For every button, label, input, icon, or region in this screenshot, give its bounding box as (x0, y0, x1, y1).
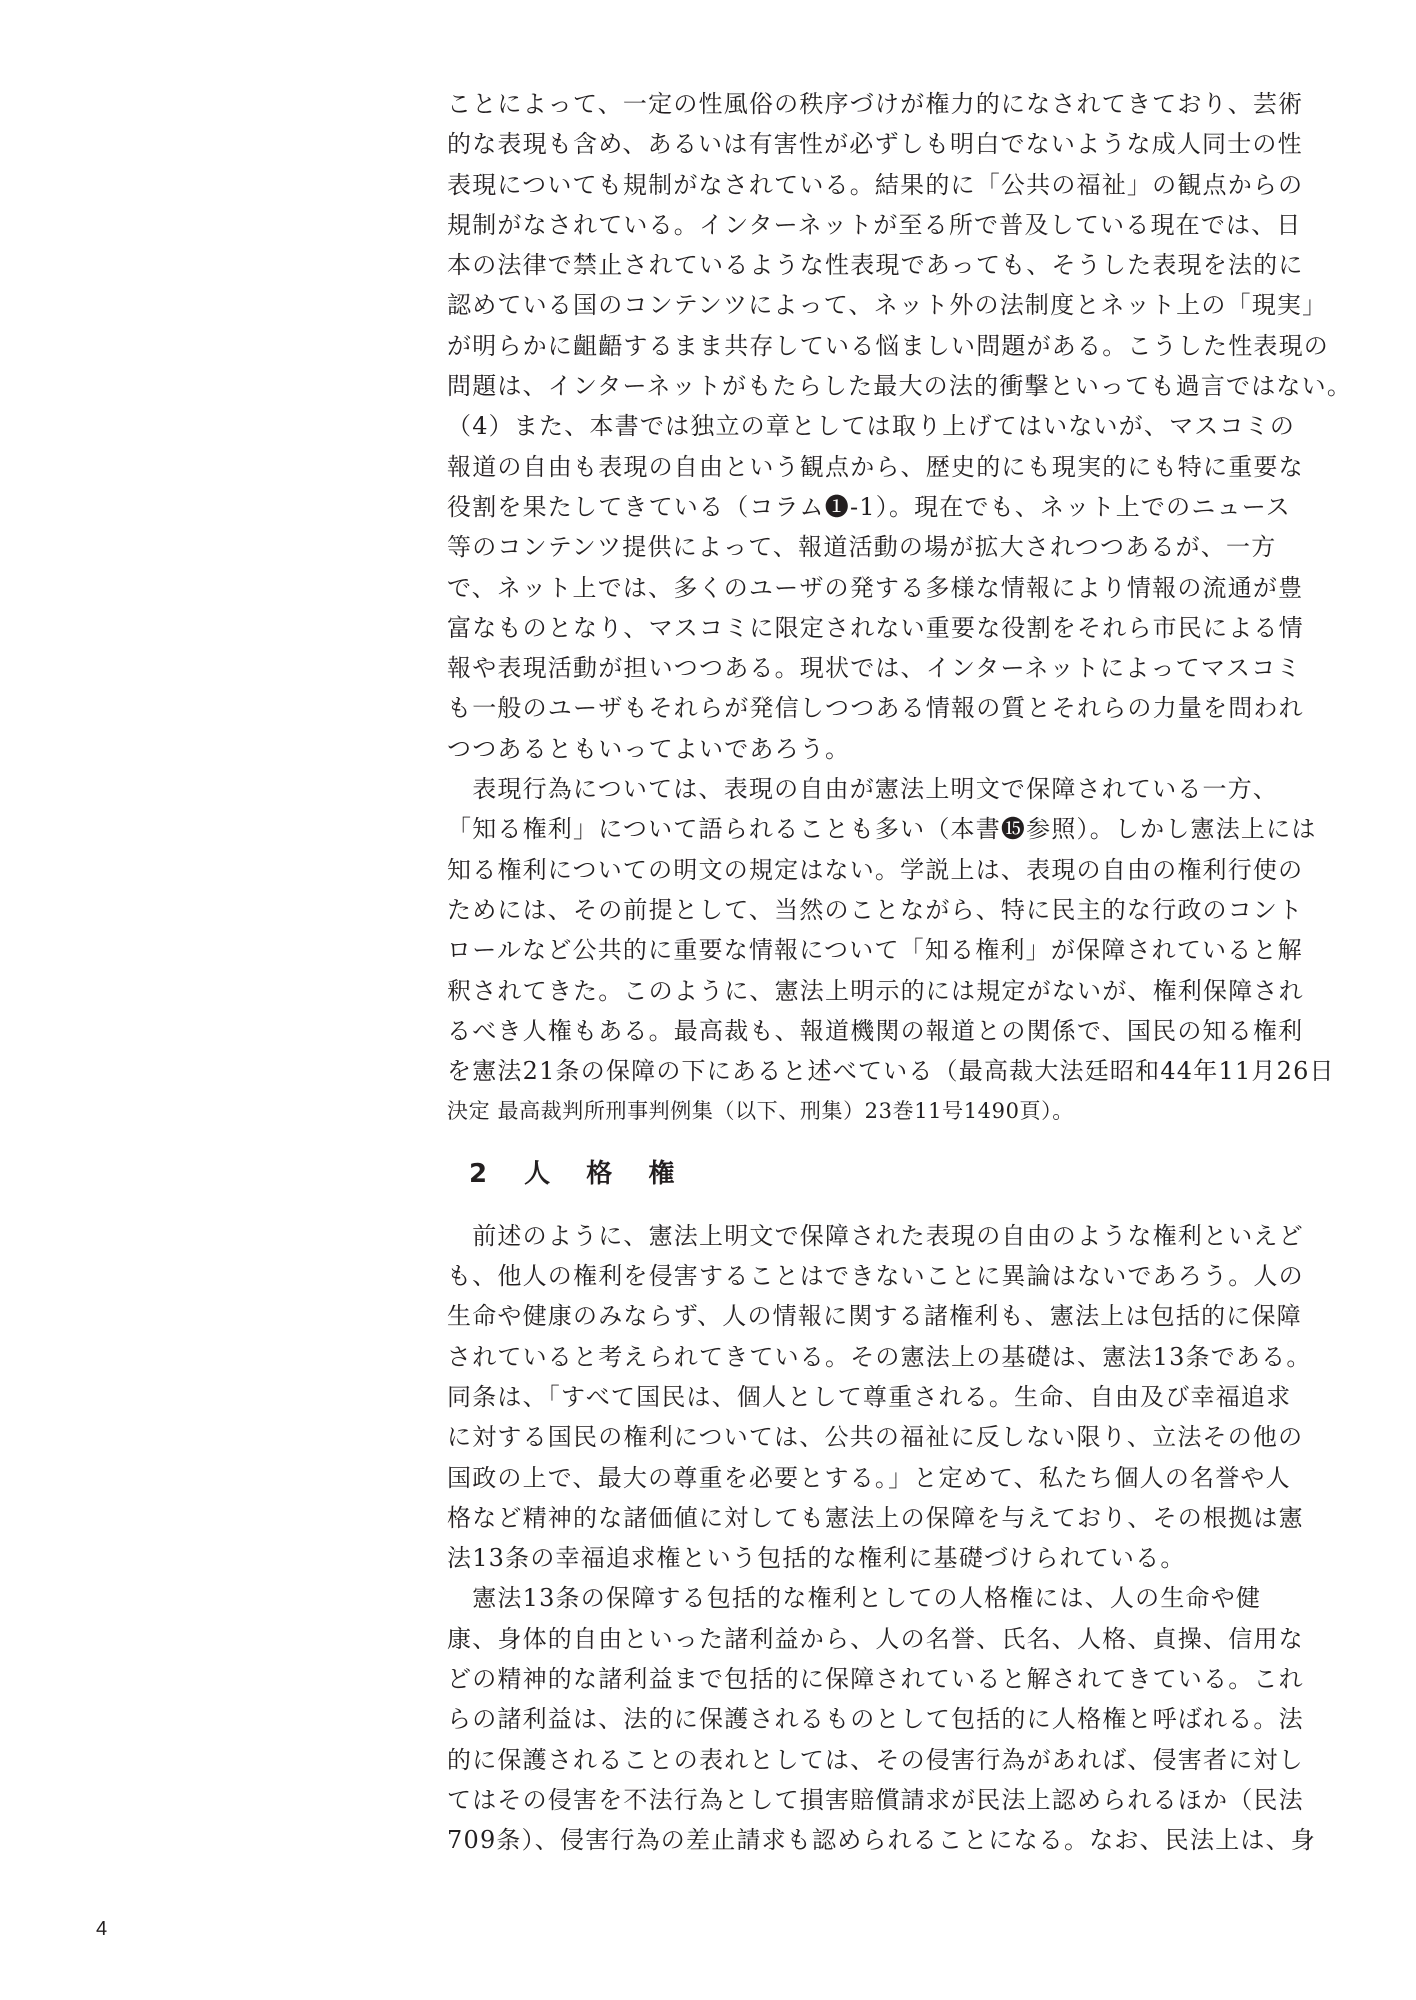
text-line: 的な表現も含め、あるいは有害性が必ずしも明白でないような成人同士の性 (447, 130, 1303, 159)
page-number: 4 (96, 1918, 108, 1940)
text-line: 等のコンテンツ提供によって、報道活動の場が拡大されつつあるが、一方 (447, 533, 1277, 562)
text-line: に対する国民の権利については、公共の福祉に反しない限り、立法その他の (447, 1423, 1304, 1452)
text-line: 知る権利についての明文の規定はない。学説上は、表現の自由の権利行使の (447, 855, 1304, 884)
text-line: 表現行為については、表現の自由が憲法上明文で保障されている一方、 (447, 775, 1279, 804)
text-line: るべき人権もある。最高裁も、報道機関の報道との関係で、国民の知る権利 (447, 1016, 1304, 1045)
text-line: 生命や健康のみならず、人の情報に関する諸権利も、憲法上は包括的に保障 (447, 1302, 1302, 1331)
text-line: で、ネット上では、多くのユーザの発する多様な情報により情報の流通が豊 (447, 573, 1304, 602)
text-line: 同条は、「すべて国民は、個人として尊重される。生命、自由及び幸福追求 (447, 1382, 1292, 1411)
text-line: 富なものとなり、マスコミに限定されない重要な役割をそれら市民による情 (447, 613, 1304, 642)
text-line: 報や表現活動が担いつつある。現状では、インターネットによってマスコミ (447, 654, 1302, 683)
text-line: 規制がなされている。インターネットが至る所で普及している現在では、日 (447, 210, 1302, 239)
text-line: も一般のユーザもそれらが発信しつつある情報の質とそれらの力量を問われ (447, 694, 1304, 723)
text-line: （4）また、本書では独立の章としては取り上げてはいないが、マスコミの (447, 412, 1296, 441)
text-line: 709条）、侵害行為の差止請求も認められることになる。なお、民法上は、身 (447, 1826, 1317, 1855)
body-text-bottom (447, 1216, 1317, 1861)
text-line: 的に保護されることの表れとしては、その侵害行為があれば、侵害者に対し (447, 1745, 1304, 1774)
section-title-char: 格 (586, 1158, 613, 1189)
section-heading (447, 1144, 1287, 1204)
text-line: 釈されてきた。このように、憲法上明示的には規定がないが、権利保障され (447, 976, 1304, 1005)
text-line: ためには、その前提として、当然のことながら、特に民主的な行政のコント (447, 895, 1304, 924)
section-number: 2 (469, 1158, 488, 1189)
text-line: 決定 最高裁判所刑事判例集（以下、刑集）23巻11号1490頁）。 (447, 1099, 1074, 1124)
text-line: 問題は、インターネットがもたらした最大の法的衝撃といっても過言ではない。 (447, 372, 1353, 401)
text-line: 前述のように、憲法上明文で保障された表現の自由のような権利といえど (447, 1221, 1304, 1250)
text-line: ロールなど公共的に重要な情報について「知る権利」が保障されていると解 (447, 936, 1303, 965)
section-title-char: 権 (648, 1158, 675, 1189)
text-line: されていると考えられてきている。その憲法上の基礎は、憲法13条である。 (447, 1342, 1312, 1371)
text-line: も、他人の権利を侵害することはできないことに異論はないであろう。人の (447, 1262, 1304, 1291)
text-line: 憲法13条の保障する包括的な権利としての人格権には、人の生命や健 (447, 1584, 1262, 1613)
page-body (447, 84, 1353, 1860)
text-line: 法13条の幸福追求権という包括的な権利に基礎づけられている。 (447, 1544, 1186, 1573)
text-line: らの諸利益は、法的に保護されるものとして包括的に人格権と呼ばれる。法 (447, 1705, 1304, 1734)
text-line: が明らかに齟齬するまま共存している悩ましい問題がある。こうした性表現の (447, 331, 1329, 360)
text-line: 表現についても規制がなされている。結果的に「公共の福祉」の観点からの (447, 170, 1304, 199)
text-line: 康、身体的自由といった諸利益から、人の名誉、氏名、人格、貞操、信用な (447, 1624, 1304, 1653)
text-line: 国政の上で、最大の尊重を必要とする。」と定めて、私たち個人の名誉や人 (447, 1463, 1291, 1492)
text-line: 役割を果たしてきている（コラム❶-1）。現在でも、ネット上でのニュース (447, 492, 1291, 521)
text-line: 「知る権利」について語られることも多い（本書⓯参照）。しかし憲法上には (447, 815, 1317, 844)
text-line: を憲法21条の保障の下にあると述べている（最高裁大法廷昭和44年11月26日 (447, 1057, 1335, 1086)
text-line: ことによって、一定の性風俗の秩序づけが権力的になされてきており、芸術 (447, 90, 1304, 118)
text-line: てはその侵害を不法行為として損害賠償請求が民法上認められるほか（民法 (447, 1785, 1304, 1814)
text-line: つつあるともいってよいであろう。 (447, 734, 851, 763)
text-line: どの精神的な諸利益まで包括的に保障されていると解されてきている。これ (447, 1664, 1304, 1693)
text-line: 本の法律で禁止されているような性表現であっても、そうした表現を法的に (447, 251, 1304, 280)
section-title-char: 人 (524, 1158, 551, 1189)
text-line: 認めている国のコンテンツによって、ネット外の法制度とネット上の「現実」 (447, 291, 1328, 320)
text-line: 報道の自由も表現の自由という観点から、歴史的にも現実的にも特に重要な (447, 452, 1304, 481)
text-line: 格など精神的な諸価値に対しても憲法上の保障を与えており、その根拠は憲 (447, 1503, 1304, 1532)
body-text-top (447, 84, 1353, 1132)
